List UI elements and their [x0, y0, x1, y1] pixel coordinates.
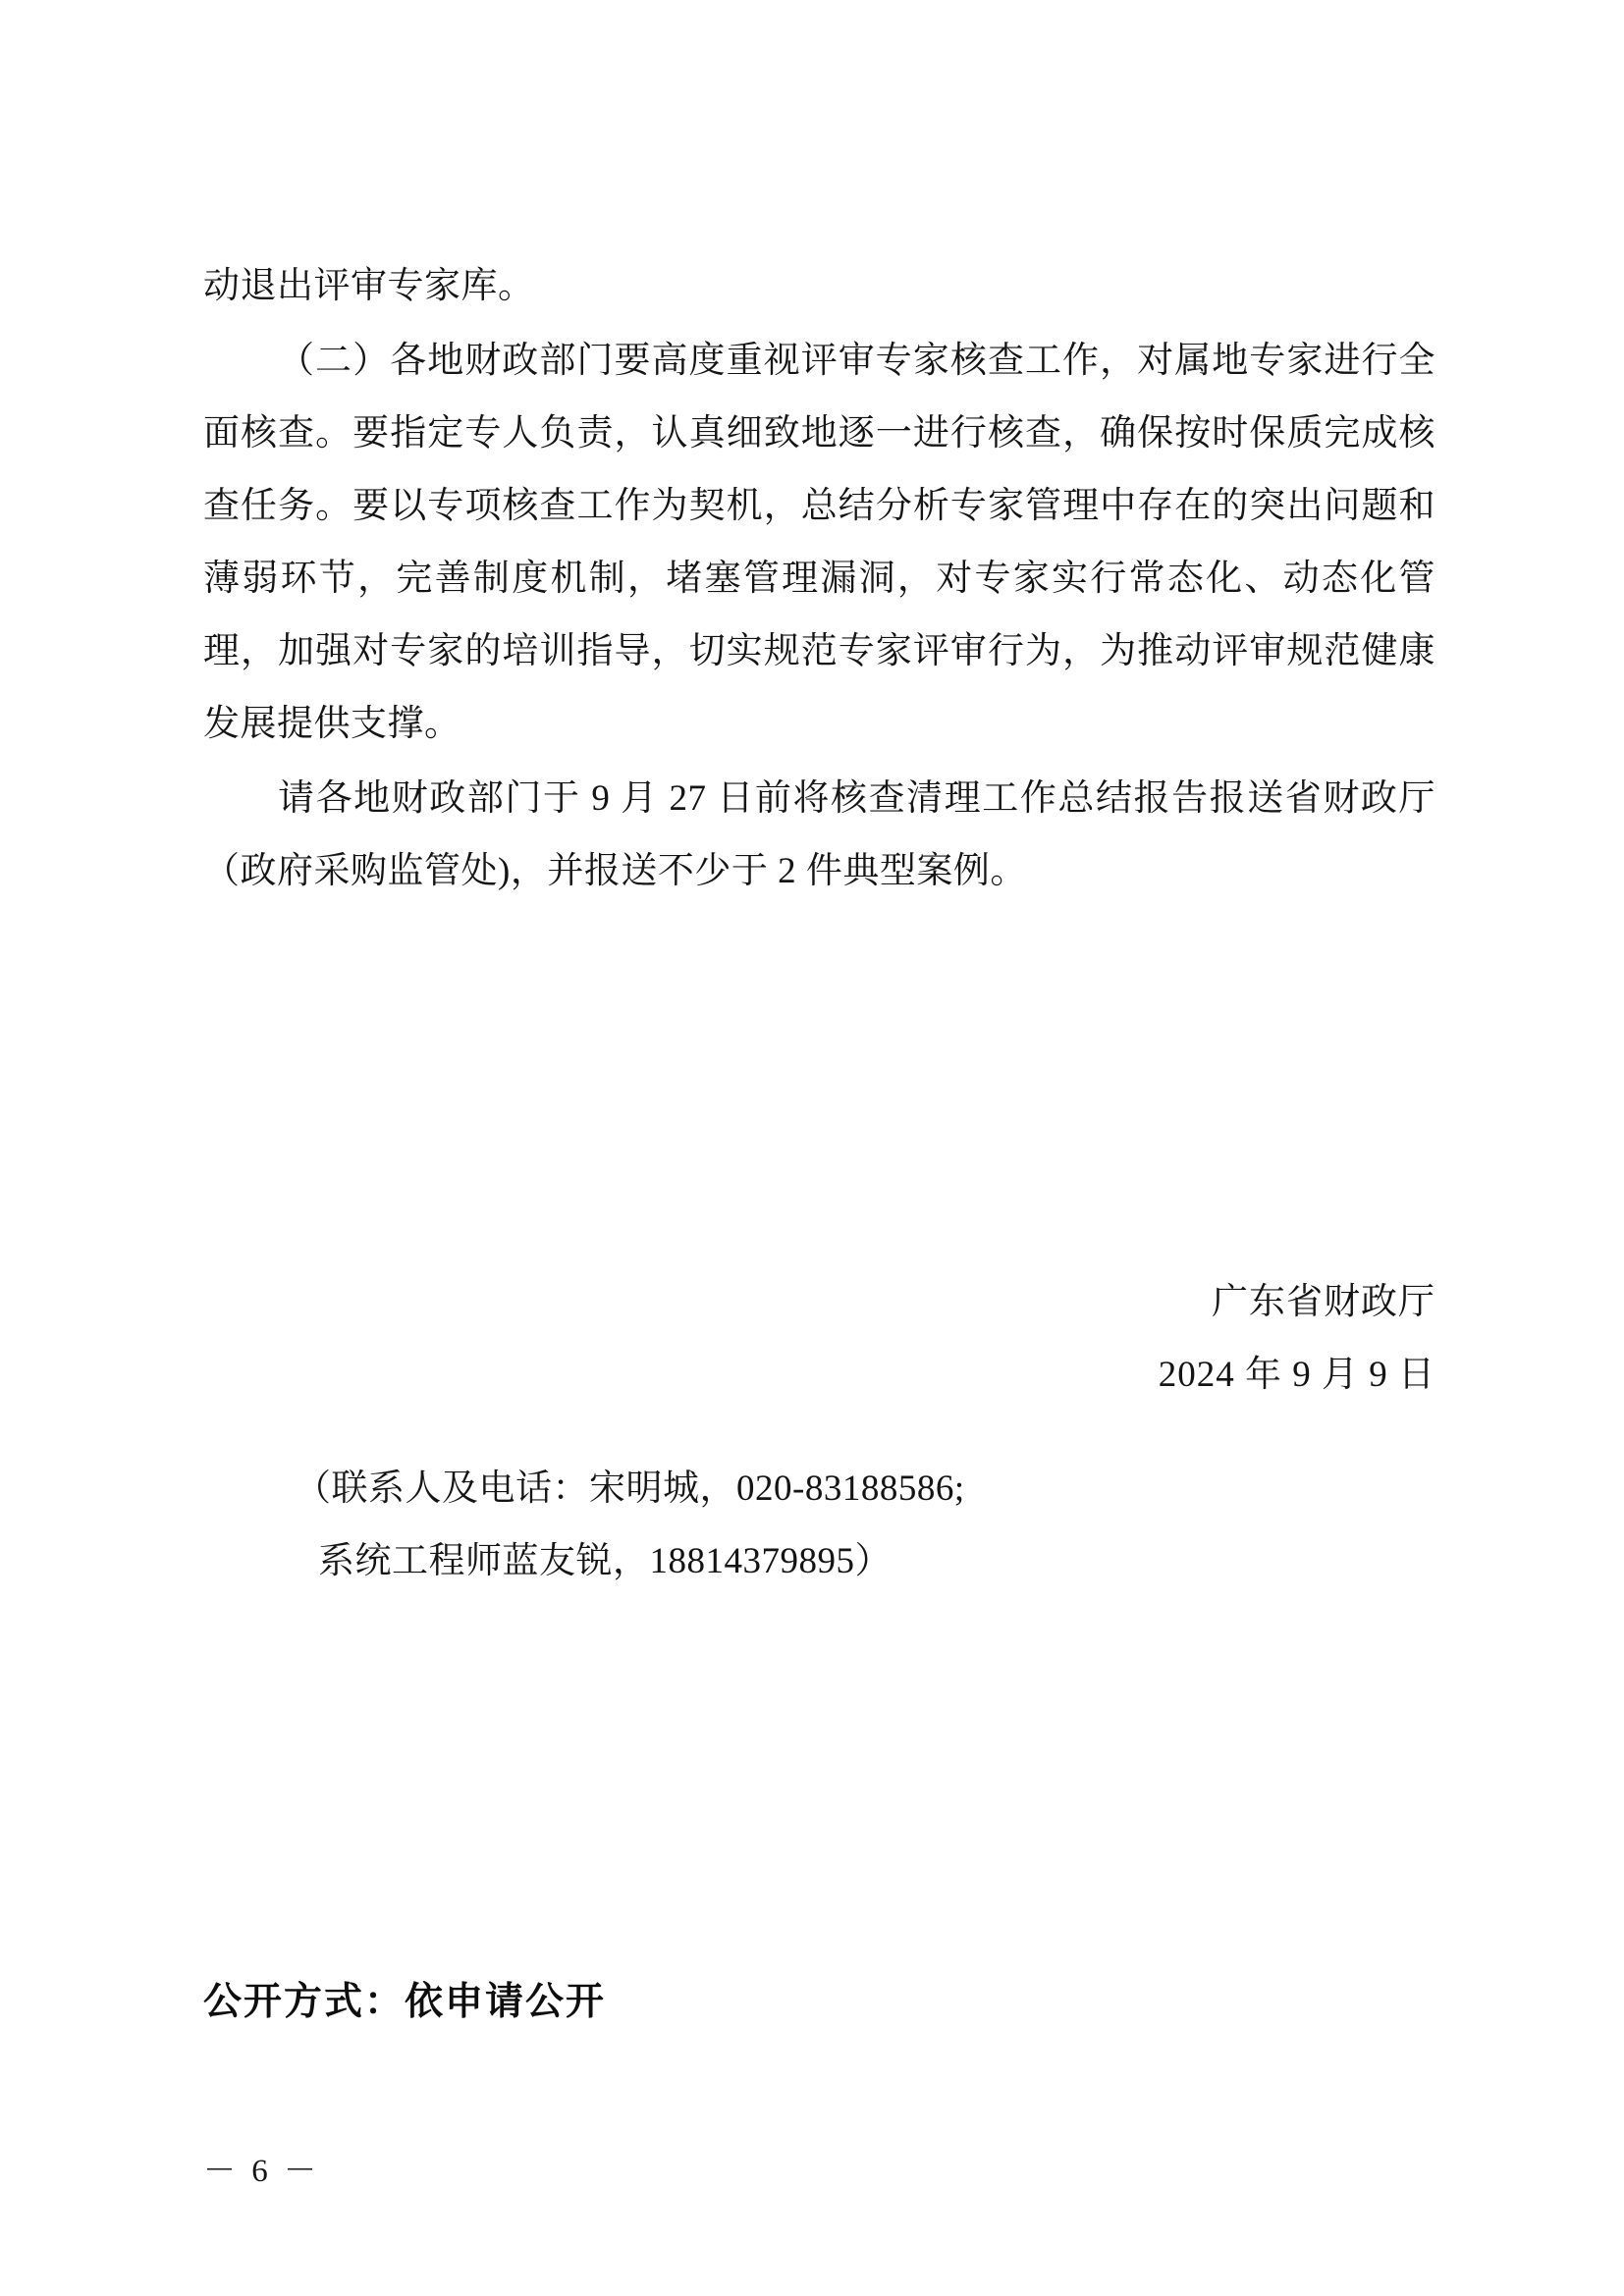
- signature-date: 2024 年 9 月 9 日: [1158, 1355, 1435, 1395]
- signature-block: [203, 1266, 1624, 1412]
- contact-line-primary: （联系人及电话：宋明城，020-83188586;: [295, 1468, 965, 1509]
- signature-organization: 广东省财政厅: [1212, 1282, 1435, 1322]
- paragraph-report-request: 请各地财政部门于 9 月 27 日前将核查清理工作总结报告报送省财政厅（政府采购监管处)，并报送不少于 2 件典型案例。: [203, 778, 1435, 891]
- page-number: － 6 －: [203, 2154, 320, 2189]
- contact-block: [295, 1453, 1375, 1598]
- contact-line-secondary: 系统工程师蓝友锐，18814379895）: [318, 1541, 892, 1581]
- disclosure-method: 公开方式：依申请公开: [203, 1981, 607, 2023]
- document-body: [203, 250, 1435, 910]
- paragraph-continued: 动退出评审专家库。: [203, 266, 535, 306]
- paragraph-section-two: （二）各地财政部门要高度重视评审专家核查工作，对属地专家进行全面核查。要指定专人负责，认真细致地逐一进行核查，确保按时保质完成核查任务。要以专项核查工作为契机，总结分析专家管理中存在的突出问题和薄弱环节，完善制度机制，堵塞管理漏洞，对专家实行常态化、动态化管理，加强对专家的培训指导，切实规范专家评审行为，为推动评审规范健康发展提供支撑。: [203, 341, 1435, 744]
